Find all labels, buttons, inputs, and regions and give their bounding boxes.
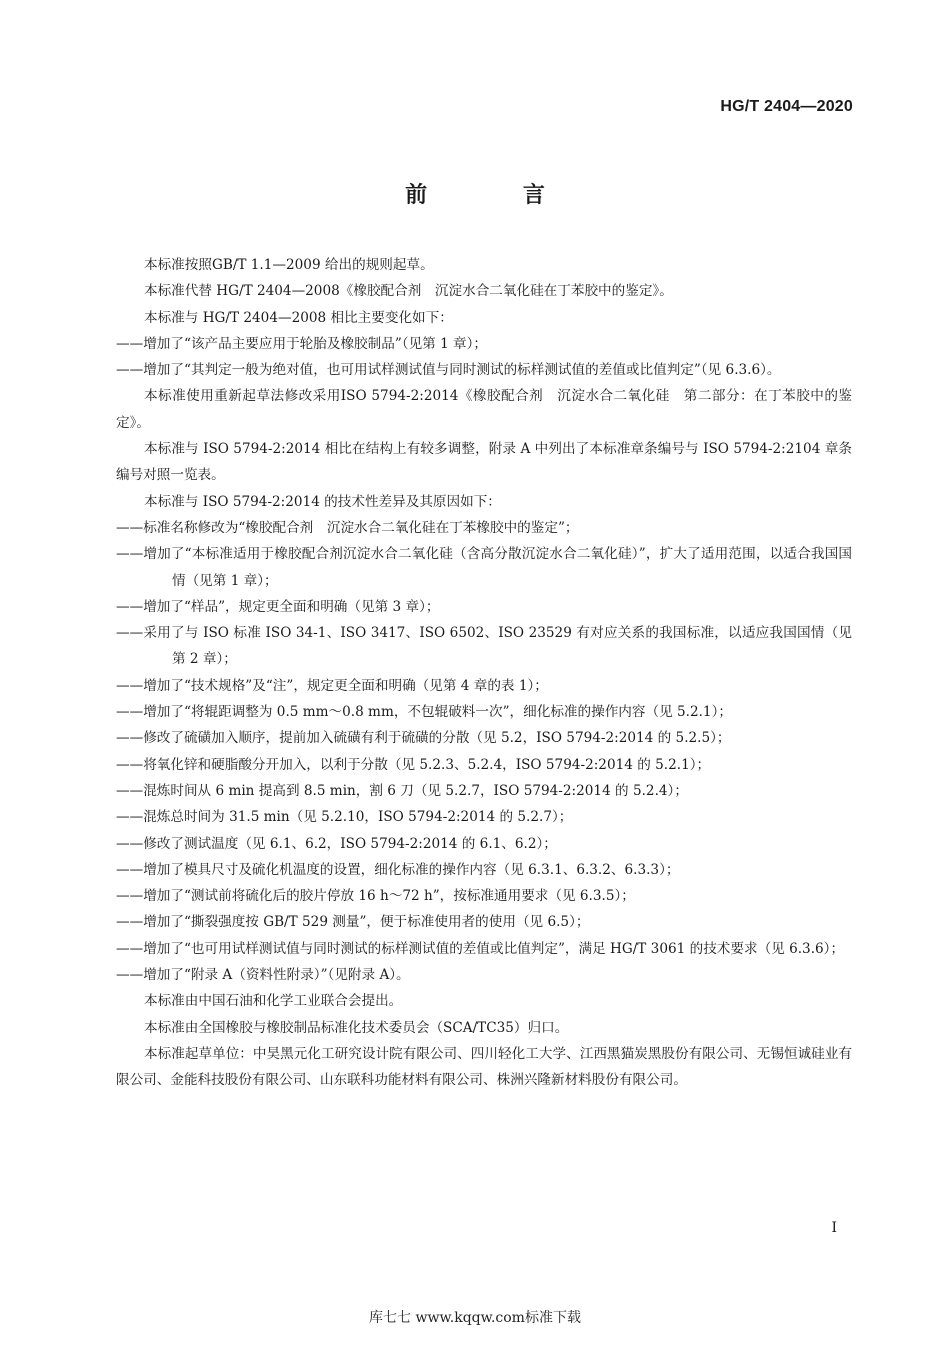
difference-item: ——增加了“技术规格”及“注”，规定更全面和明确（见第 4 章的表 1）； bbox=[116, 677, 548, 694]
page-number: I bbox=[831, 1220, 837, 1236]
difference-item: ——修改了硫磺加入顺序，提前加入硫磺有利于硫磺的分散（见 5.2，ISO 5794-2:2014 的 5.2.5）； bbox=[116, 730, 731, 747]
difference-item: ——混炼时间从 6 min 提高到 8.5 min，割 6 刀（见 5.2.7，ISO 5794-2:2014 的 5.2.4）； bbox=[116, 782, 688, 799]
change-item: ——增加了“该产品主要应用于轮胎及橡胶制品”（见第 1 章）； bbox=[116, 335, 488, 352]
difference-item: ——混炼总时间为 31.5 min（见 5.2.10，ISO 5794-2:2014 的 5.2.7）； bbox=[116, 809, 573, 826]
paragraph: 本标准与 ISO 5794-2:2014 相比在结构上有较多调整，附录 A 中列出了本标准章条编号与 ISO 5794-2:2104 章条编号对照一览表。 bbox=[116, 441, 852, 484]
paragraph: 本标准与 HG/T 2404—2008 相比主要变化如下： bbox=[144, 309, 453, 326]
difference-item: ——增加了“附录 A（资料性附录）”（见附录 A）。 bbox=[116, 967, 410, 984]
paragraph: 本标准代替 HG/T 2404—2008《橡胶配合剂 沉淀水合二氧化硅在丁苯胶中的鉴定》。 bbox=[144, 283, 673, 300]
paragraph: 本标准由中国石油和化学工业联合会提出。 bbox=[144, 993, 403, 1010]
difference-item: ——采用了与 ISO 标准 ISO 34-1、ISO 3417、ISO 6502、ISO 23529 有对应关系的我国标准，以适应我国国情（见第 2 章）； bbox=[116, 625, 852, 668]
difference-item: ——增加了“本标准适用于橡胶配合剂沉淀水合二氧化硅（含高分散沉淀水合二氧化硅）”，扩大了适用范围，以适合我国国情（见第 1 章）； bbox=[116, 546, 852, 589]
page-title: 前 言 bbox=[405, 183, 589, 208]
difference-item: ——增加了模具尺寸及硫化机温度的设置，细化标准的操作内容（见 6.3.1、6.3.2、6.3.3）； bbox=[116, 861, 680, 878]
foreword-body bbox=[116, 252, 852, 1094]
difference-item: ——标准名称修改为“橡胶配合剂 沉淀水合二氧化硅在丁苯橡胶中的鉴定”； bbox=[116, 519, 579, 536]
footer-watermark: 库七七 www.kqqw.com标准下载 bbox=[369, 1310, 581, 1326]
paragraph: 本标准使用重新起草法修改采用ISO 5794-2:2014《橡胶配合剂 沉淀水合二氧化硅 第二部分：在丁苯胶中的鉴定》。 bbox=[116, 388, 852, 431]
difference-item: ——将氧化锌和硬脂酸分开加入，以利于分散（见 5.2.3、5.2.4，ISO 5794-2:2014 的 5.2.1）； bbox=[116, 756, 711, 773]
difference-item: ——增加了“将辊距调整为 0.5 mm～0.8 mm，不包辊破料一次”，细化标准的操作内容（见 5.2.1）； bbox=[116, 704, 732, 721]
paragraph: 本标准起草单位：中昊黑元化工研究设计院有限公司、四川轻化工大学、江西黑猫炭黑股份有限公司、无锡恒诚硅业有限公司、金能科技股份有限公司、山东联科功能材料有限公司、株洲兴隆新材料股份有限公司。 bbox=[116, 1045, 852, 1089]
difference-item: ——增加了“样品”，规定更全面和明确（见第 3 章）； bbox=[116, 598, 440, 615]
paragraph: 本标准按照GB/T 1.1—2009 给出的规则起草。 bbox=[144, 257, 434, 273]
difference-item: ——增加了“也可用试样测试值与同时测试的标样测试值的差值或比值判定”，满足 HG/T 3061 的技术要求（见 6.3.6）； bbox=[116, 940, 845, 957]
standard-code: HG/T 2404—2020 bbox=[720, 98, 853, 115]
difference-item: ——修改了测试温度（见 6.1、6.2，ISO 5794-2:2014 的 6.1、6.2）； bbox=[116, 835, 557, 852]
difference-item: ——增加了“撕裂强度按 GB/T 529 测量”，便于标准使用者的使用（见 6.5）； bbox=[116, 914, 590, 931]
paragraph: 本标准由全国橡胶与橡胶制品标准化技术委员会（SCA/TC35）归口。 bbox=[144, 1019, 569, 1036]
paragraph: 本标准与 ISO 5794-2:2014 的技术性差异及其原因如下： bbox=[144, 493, 501, 510]
change-item: ——增加了“其判定一般为绝对值，也可用试样测试值与同时测试的标样测试值的差值或比值判定”（见 6.3.6）。 bbox=[116, 362, 781, 379]
difference-item: ——增加了“测试前将硫化后的胶片停放 16 h～72 h”，按标准通用要求（见 6.3.5）； bbox=[116, 888, 635, 905]
